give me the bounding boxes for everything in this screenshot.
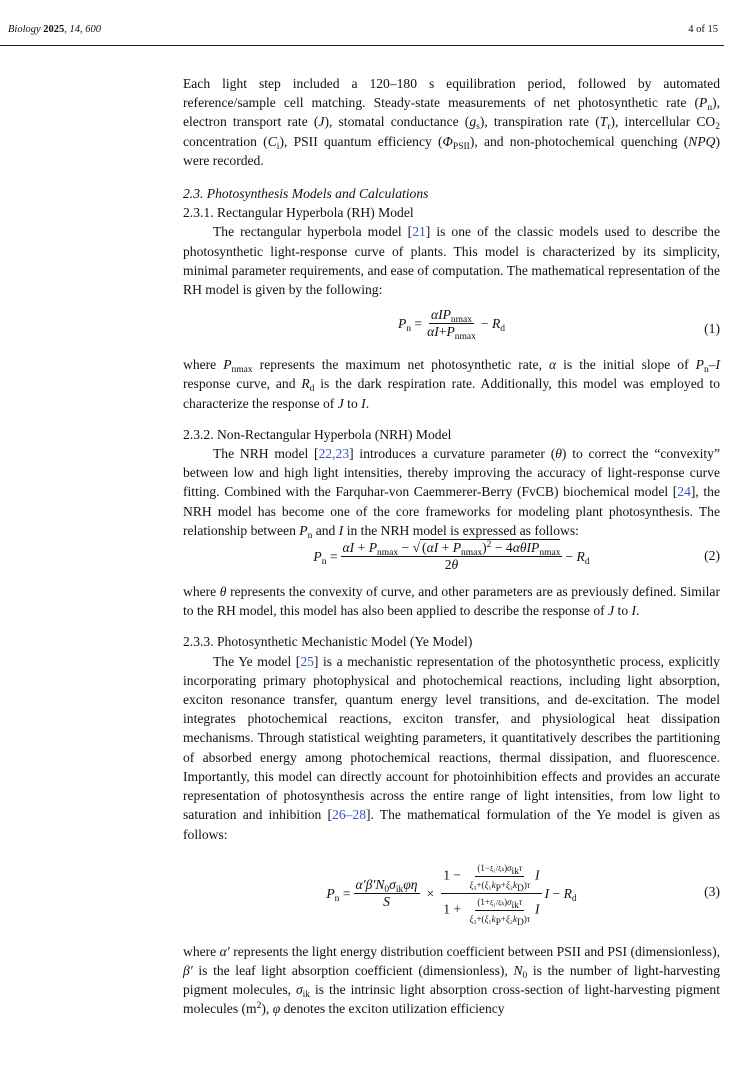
article-number: 600 bbox=[85, 24, 102, 35]
equation-number: (2) bbox=[704, 548, 720, 564]
paragraph-measurements: Each light step included a 120–180 s equilibration period, followed by automated reference/sample cell matching. Steady-state measurements of net photosynthetic rate $(P_n)$, electron transport rate (J), stomatal conductance $(g_s)$, transpiration rate $(T_r)$, intercellular $CO_2$ concentration $(C_i)$, PSII quantum efficiency $(\Phi_{PSII})$, and non-photochemical quenching (NPQ) were recorded. bbox=[183, 76, 720, 168]
journal-year: 2025 bbox=[43, 24, 65, 35]
paragraph-rh-params: where $P_{nmax}$ represents the maximum net photosynthetic rate, α is the initial slope of $P_n-I$ response curve, and $R_d$ is the dark respiration rate. Additionally, this model was employed to characterize the response of J to I. bbox=[183, 357, 721, 411]
header-rule bbox=[0, 45, 724, 46]
equation-number: (1) bbox=[704, 321, 720, 337]
equation-1: $P_n$ = $\frac{\alpha IP_{nmax}}{\alpha I+P_{nmax}}$ − $R_d$ (1) bbox=[397, 307, 720, 343]
citation-link[interactable]: 22,23 bbox=[318, 446, 350, 462]
paragraph-nrh-intro: The NRH model [22,23] introduces a curvature parameter (θ) to correct the “convexity” between low and high light intensities, thereby improving the accuracy of light-response curve fitting. Combined with the Farquhar-von Caemmerer-Berry (FvCB) biochemical model [24], the NRH model has become one of the core frameworks for modeling plant photosynthesis. The relationship between $P_n$ and I in the NRH model is expressed as follows: bbox=[183, 446, 720, 541]
journal-name: Biology bbox=[8, 24, 41, 35]
citation-link[interactable]: 25 bbox=[300, 653, 314, 669]
citation-link[interactable]: 21 bbox=[412, 224, 426, 240]
section-heading-2-3-3: 2.3.3. Photosynthetic Mechanistic Model (Ye Model) bbox=[183, 634, 473, 650]
paragraph-ye-params: where α′ represents the light energy distribution coefficient between PSII and PSI (dimensionless), β′ is the leaf light absorption coefficient (dimensionless), $N_0$ is the number of light-harvesting pigment molecules, $\sigma_{ik}$ is the intrinsic light absorption cross-section of light-harvesting pigment molecules $(m^2)$, φ denotes the exciton utilization efficiency bbox=[183, 943, 721, 1017]
running-header: Biology 2025, 14, 600 bbox=[8, 24, 102, 35]
journal-volume: 14 bbox=[69, 24, 81, 35]
paragraph-ye-intro: The Ye model [25] is a mechanistic representation of the photosynthetic process, explicitly incorporating primary photophysical and photochemical reactions, including light absorption, exciton resonance transfer, quantum energy level transitions, and de-excitation. The model integrates photochemical reactions, exciton transfer, and physiological heat dissipation mechanisms. Through statistical weighting parameters, it quantitatively describes the partitioning of absorbed energy among photochemical reactions, thermal dissipation, and fluorescence. Importantly, this model can directly account for photoinhibition effects and provides an accurate representation of photosynthesis across the entire range of light intensities, from low light to saturation and inhibition [26–28]. The mathematical formulation of the Ye model is given as follows: bbox=[183, 653, 720, 842]
equation-2: $P_n$ = $\frac{\alpha I + P_{nmax} - √ (\alpha I + P_{nmax})^2 - 4\alpha\theta IP_{nmax}}{2\theta}$ − $R_d$ (2) bbox=[313, 540, 720, 573]
paragraph-rh-intro: The rectangular hyperbola model [21] is one of the classic models used to describe the photosynthetic light-response curve of plants. This model is characterized by its simplicity, minimal parameter requirements, and ease of computation. The mathematical representation of the RH model is given by the following: bbox=[183, 224, 720, 298]
page-number: 4 of 15 bbox=[688, 24, 718, 35]
paragraph-nrh-params: where θ represents the convexity of curve, and other parameters are as previously defined. Similar to the RH model, this model has also been applied to describe the response of J to I. bbox=[183, 584, 720, 619]
section-heading-2-3-2: 2.3.2. Non-Rectangular Hyperbola (NRH) Model bbox=[183, 426, 452, 442]
equation-number: (3) bbox=[704, 883, 720, 899]
citation-link[interactable]: 26–28 bbox=[332, 807, 366, 823]
article-body bbox=[183, 74, 720, 1019]
section-heading-2-3-1: 2.3.1. Rectangular Hyperbola (RH) Model bbox=[183, 205, 414, 221]
equation-3: $P_n$ = $\frac{\alpha'\beta'N_0\sigma_{ik}\varphi\eta}{S}$ × 1 − $\frac{(1-\xi_1/\xi_k)\sigma_{ik}\tau}{\xi_3+(\xi_1k_P+\xi_2k_D)\tau}$ I 1 + $\frac{(1+\xi_1/\xi_k)\sigma_{ik}\tau}{\xi_3+(\xi_1k_P+\xi_2k_D)\tau}$ I $I - R_d$ (3) bbox=[183, 856, 720, 928]
section-heading-2-3: 2.3. Photosynthesis Models and Calculations bbox=[183, 186, 429, 202]
citation-link[interactable]: 24 bbox=[677, 484, 691, 500]
